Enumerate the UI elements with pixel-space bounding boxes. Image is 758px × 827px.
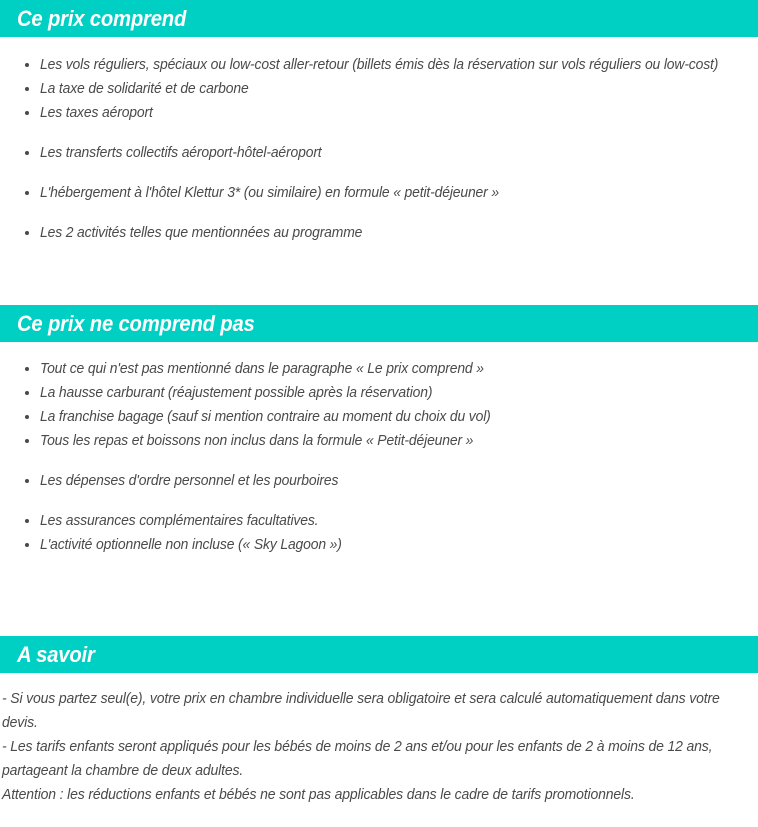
section-title-notes: A savoir xyxy=(17,641,95,667)
list-item-text: Les vols réguliers, spéciaux ou low-cost aller-retour (billets émis dès la réservation sur vols réguliers ou low-cost) xyxy=(40,57,719,73)
list-item-text: La taxe de solidarité et de carbone xyxy=(40,81,249,97)
excluded-list-block xyxy=(0,342,758,557)
list-item xyxy=(0,77,758,101)
notes-block xyxy=(0,673,758,807)
list-item xyxy=(0,101,758,125)
list-item-text: La franchise bagage (sauf si mention contraire au moment du choix du vol) xyxy=(40,409,491,425)
included-list-block xyxy=(0,37,758,245)
list-item xyxy=(0,141,758,165)
list-item-text: Les dépenses d'ordre personnel et les pourboires xyxy=(40,473,339,489)
list-item-text: L'hébergement à l'hôtel Klettur 3* (ou similaire) en formule « petit-déjeuner » xyxy=(40,185,499,201)
list-item xyxy=(0,429,758,453)
section-spacer xyxy=(0,557,758,636)
list-item-text: L'activité optionnelle non incluse (« Sky Lagoon ») xyxy=(40,537,342,553)
section-spacer xyxy=(0,245,758,305)
list-item-text: Les taxes aéroport xyxy=(40,105,153,121)
list-item-text: La hausse carburant (réajustement possible après la réservation) xyxy=(40,385,433,401)
note-paragraph-text: - Les tarifs enfants seront appliqués pour les bébés de moins de 2 ans et/ou pour les enfants de 2 à moins de 12 ans, partageant la chambre de deux adultes. xyxy=(2,739,713,779)
note-paragraph xyxy=(0,735,758,783)
list-item xyxy=(0,181,758,205)
list-item-text: Les transferts collectifs aéroport-hôtel-aéroport xyxy=(40,145,322,161)
note-paragraph-text: - Si vous partez seul(e), votre prix en chambre individuelle sera obligatoire et sera calculé automatiquement dans votre devis. xyxy=(2,691,720,731)
excluded-list xyxy=(0,357,758,557)
list-item xyxy=(0,533,758,557)
section-header-included xyxy=(0,0,758,37)
section-header-excluded xyxy=(0,305,758,342)
section-title-excluded: Ce prix ne comprend pas xyxy=(17,310,255,336)
note-paragraph xyxy=(0,783,758,807)
list-item-text: Les 2 activités telles que mentionnées au programme xyxy=(40,225,363,241)
list-item xyxy=(0,381,758,405)
included-list xyxy=(0,53,758,245)
list-item xyxy=(0,469,758,493)
list-item xyxy=(0,221,758,245)
list-item-text: Les assurances complémentaires facultatives. xyxy=(40,513,319,529)
list-item xyxy=(0,509,758,533)
list-item xyxy=(0,405,758,429)
note-paragraph xyxy=(0,687,758,735)
note-paragraph-text: Attention : les réductions enfants et bébés ne sont pas applicables dans le cadre de tarifs promotionnels. xyxy=(2,787,635,803)
list-item-text: Tous les repas et boissons non inclus dans la formule « Petit-déjeuner » xyxy=(40,433,474,449)
list-item xyxy=(0,53,758,77)
section-header-notes xyxy=(0,636,758,673)
section-title-included: Ce prix comprend xyxy=(17,5,187,31)
list-item-text: Tout ce qui n'est pas mentionné dans le paragraphe « Le prix comprend » xyxy=(40,361,484,377)
list-item xyxy=(0,357,758,381)
